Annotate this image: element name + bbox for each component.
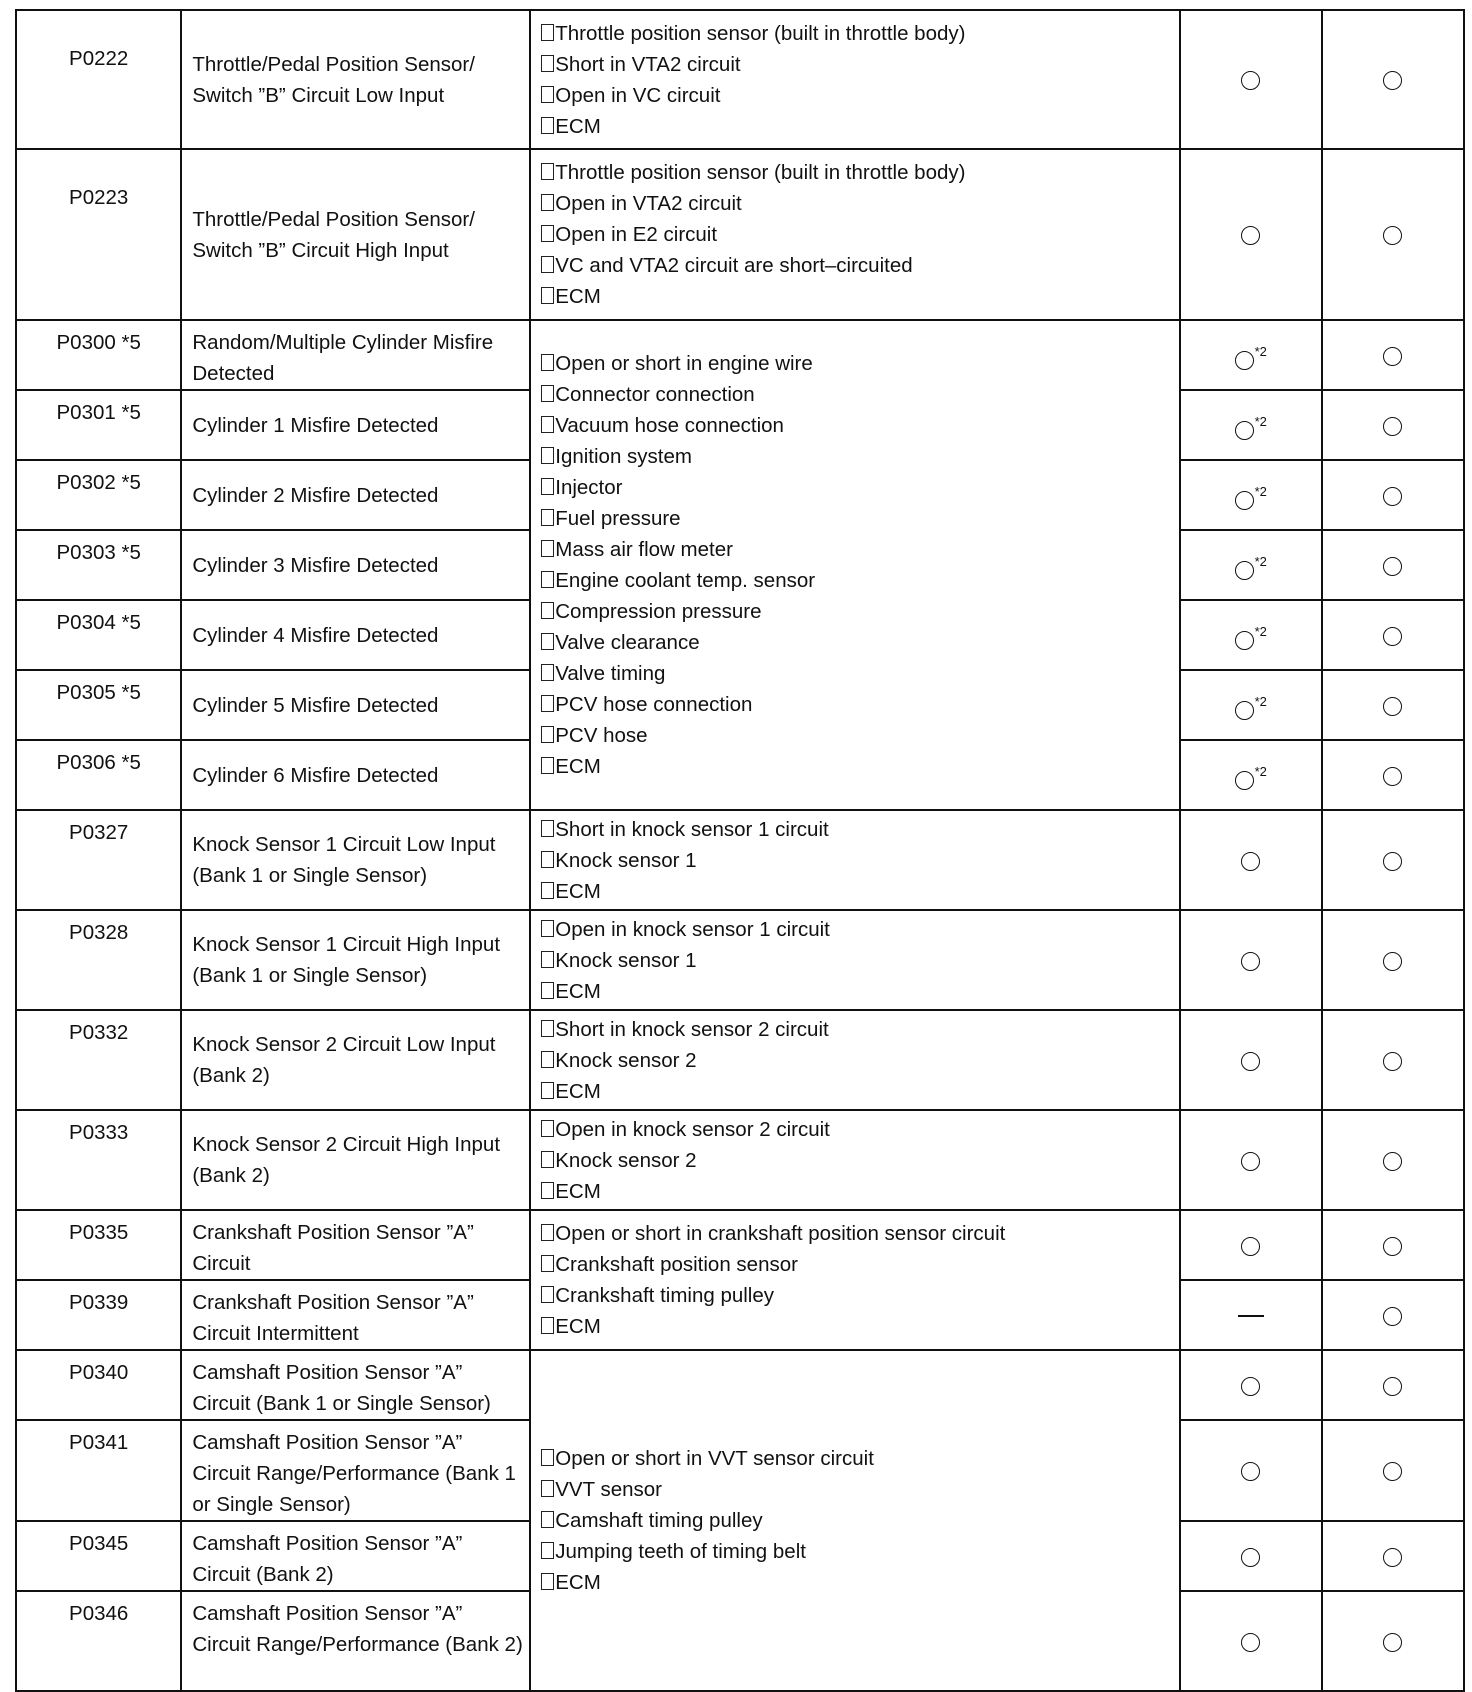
table-row	[16, 1110, 1464, 1210]
mil-mark	[1180, 1521, 1322, 1591]
dtc-code: P0339	[16, 1280, 181, 1350]
circle-mark-icon	[1241, 1377, 1260, 1396]
circle-mark-icon	[1235, 771, 1254, 790]
circle-mark-icon	[1235, 491, 1254, 510]
memory-mark	[1322, 910, 1464, 1010]
trouble-area	[530, 320, 1179, 810]
circle-mark-icon	[1241, 1462, 1260, 1481]
circle-mark-icon	[1241, 1152, 1260, 1171]
trouble-area-item: ECM	[541, 1311, 1178, 1342]
memory-mark	[1322, 810, 1464, 910]
trouble-area-item: Compression pressure	[541, 596, 1178, 627]
memory-mark	[1322, 1521, 1464, 1591]
circle-mark-icon	[1383, 347, 1402, 366]
dtc-code: P0332	[16, 1010, 181, 1110]
memory-mark	[1322, 1280, 1464, 1350]
mil-mark	[1180, 149, 1322, 320]
dtc-code: P0335	[16, 1210, 181, 1280]
trouble-area-item: Valve timing	[541, 658, 1178, 689]
detection-item: Cylinder 4 Misfire Detected	[181, 600, 530, 670]
circle-mark-icon	[1241, 71, 1260, 90]
circle-mark-icon	[1241, 1633, 1260, 1652]
trouble-area	[530, 1350, 1179, 1691]
table-row	[16, 149, 1464, 320]
trouble-area-item: Ignition system	[541, 441, 1178, 472]
circle-mark-icon	[1241, 1237, 1260, 1256]
dtc-code: P0304 *5	[16, 600, 181, 670]
dtc-table	[15, 9, 1465, 1692]
trouble-area-item: Throttle position sensor (built in throttle body)	[541, 157, 1178, 188]
memory-mark	[1322, 1591, 1464, 1691]
mil-mark	[1180, 10, 1322, 149]
dtc-code: P0222	[16, 10, 181, 149]
dtc-code: P0303 *5	[16, 530, 181, 600]
detection-item: Crankshaft Position Sensor ”A” Circuit	[181, 1210, 530, 1280]
trouble-area-item: Open in E2 circuit	[541, 219, 1178, 250]
circle-mark-icon	[1241, 852, 1260, 871]
memory-mark	[1322, 530, 1464, 600]
detection-item: Knock Sensor 2 Circuit High Input (Bank 2)	[181, 1110, 530, 1210]
trouble-area-item: VVT sensor	[541, 1474, 1178, 1505]
mil-mark	[1180, 740, 1322, 810]
dtc-code: P0223	[16, 149, 181, 320]
trouble-area-item: Open or short in engine wire	[541, 348, 1178, 379]
circle-mark-icon	[1383, 1152, 1402, 1171]
circle-mark-icon	[1383, 71, 1402, 90]
dtc-code: P0301 *5	[16, 390, 181, 460]
trouble-area-item: Short in knock sensor 1 circuit	[541, 814, 1178, 845]
circle-mark-icon	[1383, 767, 1402, 786]
trouble-area-item: Open in VC circuit	[541, 80, 1178, 111]
trouble-area-item: Fuel pressure	[541, 503, 1178, 534]
circle-mark-icon	[1241, 226, 1260, 245]
memory-mark	[1322, 1010, 1464, 1110]
trouble-area-item: Vacuum hose connection	[541, 410, 1178, 441]
trouble-area	[530, 910, 1179, 1010]
mil-mark	[1180, 530, 1322, 600]
memory-mark	[1322, 460, 1464, 530]
circle-mark-icon	[1235, 561, 1254, 580]
dtc-code: P0300 *5	[16, 320, 181, 390]
mil-mark	[1180, 1210, 1322, 1280]
trouble-area-item: Connector connection	[541, 379, 1178, 410]
memory-mark	[1322, 600, 1464, 670]
circle-mark-icon	[1383, 1548, 1402, 1567]
detection-item: Cylinder 3 Misfire Detected	[181, 530, 530, 600]
circle-mark-icon	[1241, 952, 1260, 971]
circle-mark-icon	[1383, 852, 1402, 871]
memory-mark	[1322, 1110, 1464, 1210]
dtc-code: P0341	[16, 1420, 181, 1521]
footnote-ref: *2	[1254, 693, 1267, 709]
trouble-area	[530, 1210, 1179, 1350]
trouble-area-item: ECM	[541, 1567, 1178, 1598]
trouble-area-item: ECM	[541, 976, 1178, 1007]
circle-mark-icon	[1383, 1052, 1402, 1071]
trouble-area-item: Mass air flow meter	[541, 534, 1178, 565]
dtc-code: P0333	[16, 1110, 181, 1210]
trouble-area-item: Jumping teeth of timing belt	[541, 1536, 1178, 1567]
mil-mark	[1180, 1350, 1322, 1420]
trouble-area-item: Open or short in VVT sensor circuit	[541, 1443, 1178, 1474]
trouble-area-item: ECM	[541, 876, 1178, 907]
circle-mark-icon	[1383, 487, 1402, 506]
dtc-code: P0340	[16, 1350, 181, 1420]
trouble-area-item: ECM	[541, 111, 1178, 142]
detection-item: Random/Multiple Cylinder Misfire Detected	[181, 320, 530, 390]
trouble-area-item: Crankshaft position sensor	[541, 1249, 1178, 1280]
circle-mark-icon	[1383, 1307, 1402, 1326]
footnote-ref: *2	[1254, 413, 1267, 429]
trouble-area-item: PCV hose	[541, 720, 1178, 751]
trouble-area-item: Camshaft timing pulley	[541, 1505, 1178, 1536]
detection-item: Camshaft Position Sensor ”A” Circuit (Bank 1 or Single Sensor)	[181, 1350, 530, 1420]
detection-item: Throttle/Pedal Position Sensor/ Switch ”B” Circuit Low Input	[181, 10, 530, 149]
trouble-area-item: ECM	[541, 751, 1178, 782]
detection-item: Knock Sensor 1 Circuit High Input (Bank 1 or Single Sensor)	[181, 910, 530, 1010]
trouble-area-item: Injector	[541, 472, 1178, 503]
detection-item: Cylinder 6 Misfire Detected	[181, 740, 530, 810]
mil-mark	[1180, 320, 1322, 390]
trouble-area-item: Knock sensor 2	[541, 1145, 1178, 1176]
mil-mark	[1180, 600, 1322, 670]
trouble-area-item: Throttle position sensor (built in throttle body)	[541, 18, 1178, 49]
detection-item: Camshaft Position Sensor ”A” Circuit Range/Performance (Bank 2)	[181, 1591, 530, 1691]
memory-mark	[1322, 740, 1464, 810]
circle-mark-icon	[1241, 1548, 1260, 1567]
dtc-code: P0327	[16, 810, 181, 910]
memory-mark	[1322, 320, 1464, 390]
detection-item: Knock Sensor 2 Circuit Low Input (Bank 2)	[181, 1010, 530, 1110]
circle-mark-icon	[1383, 226, 1402, 245]
dash-mark-icon	[1238, 1315, 1264, 1317]
trouble-area-item: PCV hose connection	[541, 689, 1178, 720]
table-row	[16, 1010, 1464, 1110]
detection-item: Camshaft Position Sensor ”A” Circuit (Bank 2)	[181, 1521, 530, 1591]
trouble-area	[530, 1010, 1179, 1110]
footnote-ref: *2	[1254, 483, 1267, 499]
circle-mark-icon	[1383, 697, 1402, 716]
memory-mark	[1322, 149, 1464, 320]
memory-mark	[1322, 1210, 1464, 1280]
circle-mark-icon	[1383, 1237, 1402, 1256]
circle-mark-icon	[1241, 1052, 1260, 1071]
trouble-area-item: Engine coolant temp. sensor	[541, 565, 1178, 596]
mil-mark	[1180, 1280, 1322, 1350]
memory-mark	[1322, 670, 1464, 740]
dtc-table-body	[16, 10, 1464, 1691]
circle-mark-icon	[1383, 952, 1402, 971]
trouble-area-item: Open in VTA2 circuit	[541, 188, 1178, 219]
memory-mark	[1322, 1350, 1464, 1420]
trouble-area	[530, 1110, 1179, 1210]
circle-mark-icon	[1383, 557, 1402, 576]
table-row	[16, 910, 1464, 1010]
footnote-ref: *2	[1254, 553, 1267, 569]
trouble-area-item: ECM	[541, 1076, 1178, 1107]
table-row	[16, 320, 1464, 390]
circle-mark-icon	[1383, 417, 1402, 436]
footnote-ref: *2	[1254, 623, 1267, 639]
detection-item: Crankshaft Position Sensor ”A” Circuit Intermittent	[181, 1280, 530, 1350]
detection-item: Cylinder 1 Misfire Detected	[181, 390, 530, 460]
trouble-area-item: ECM	[541, 281, 1178, 312]
circle-mark-icon	[1383, 1462, 1402, 1481]
trouble-area-item: Knock sensor 1	[541, 945, 1178, 976]
table-row	[16, 1210, 1464, 1280]
trouble-area-item: Open in knock sensor 1 circuit	[541, 914, 1178, 945]
memory-mark	[1322, 390, 1464, 460]
trouble-area-item: Knock sensor 1	[541, 845, 1178, 876]
mil-mark	[1180, 1591, 1322, 1691]
trouble-area-item: Knock sensor 2	[541, 1045, 1178, 1076]
circle-mark-icon	[1235, 701, 1254, 720]
dtc-code: P0306 *5	[16, 740, 181, 810]
memory-mark	[1322, 10, 1464, 149]
table-row	[16, 1350, 1464, 1420]
detection-item: Throttle/Pedal Position Sensor/ Switch ”B” Circuit High Input	[181, 149, 530, 320]
mil-mark	[1180, 670, 1322, 740]
mil-mark	[1180, 810, 1322, 910]
dtc-code: P0346	[16, 1591, 181, 1691]
trouble-area-item: Open or short in crankshaft position sensor circuit	[541, 1218, 1178, 1249]
circle-mark-icon	[1235, 351, 1254, 370]
trouble-area-item: Short in knock sensor 2 circuit	[541, 1014, 1178, 1045]
detection-item: Cylinder 2 Misfire Detected	[181, 460, 530, 530]
trouble-area	[530, 149, 1179, 320]
trouble-area-item: Valve clearance	[541, 627, 1178, 658]
trouble-area-item: ECM	[541, 1176, 1178, 1207]
mil-mark	[1180, 1420, 1322, 1521]
footnote-ref: *2	[1254, 763, 1267, 779]
detection-item: Camshaft Position Sensor ”A” Circuit Range/Performance (Bank 1 or Single Sensor)	[181, 1420, 530, 1521]
circle-mark-icon	[1235, 421, 1254, 440]
trouble-area-item: Crankshaft timing pulley	[541, 1280, 1178, 1311]
trouble-area	[530, 810, 1179, 910]
circle-mark-icon	[1383, 627, 1402, 646]
table-row	[16, 10, 1464, 149]
trouble-area-item: Short in VTA2 circuit	[541, 49, 1178, 80]
mil-mark	[1180, 910, 1322, 1010]
circle-mark-icon	[1235, 631, 1254, 650]
trouble-area-item: VC and VTA2 circuit are short–circuited	[541, 250, 1178, 281]
table-row	[16, 810, 1464, 910]
mil-mark	[1180, 1010, 1322, 1110]
dtc-code: P0345	[16, 1521, 181, 1591]
memory-mark	[1322, 1420, 1464, 1521]
circle-mark-icon	[1383, 1377, 1402, 1396]
detection-item: Cylinder 5 Misfire Detected	[181, 670, 530, 740]
detection-item: Knock Sensor 1 Circuit Low Input (Bank 1 or Single Sensor)	[181, 810, 530, 910]
mil-mark	[1180, 460, 1322, 530]
circle-mark-icon	[1383, 1633, 1402, 1652]
dtc-code: P0328	[16, 910, 181, 1010]
mil-mark	[1180, 1110, 1322, 1210]
footnote-ref: *2	[1254, 343, 1267, 359]
dtc-code: P0302 *5	[16, 460, 181, 530]
dtc-code: P0305 *5	[16, 670, 181, 740]
mil-mark	[1180, 390, 1322, 460]
trouble-area	[530, 10, 1179, 149]
trouble-area-item: Open in knock sensor 2 circuit	[541, 1114, 1178, 1145]
